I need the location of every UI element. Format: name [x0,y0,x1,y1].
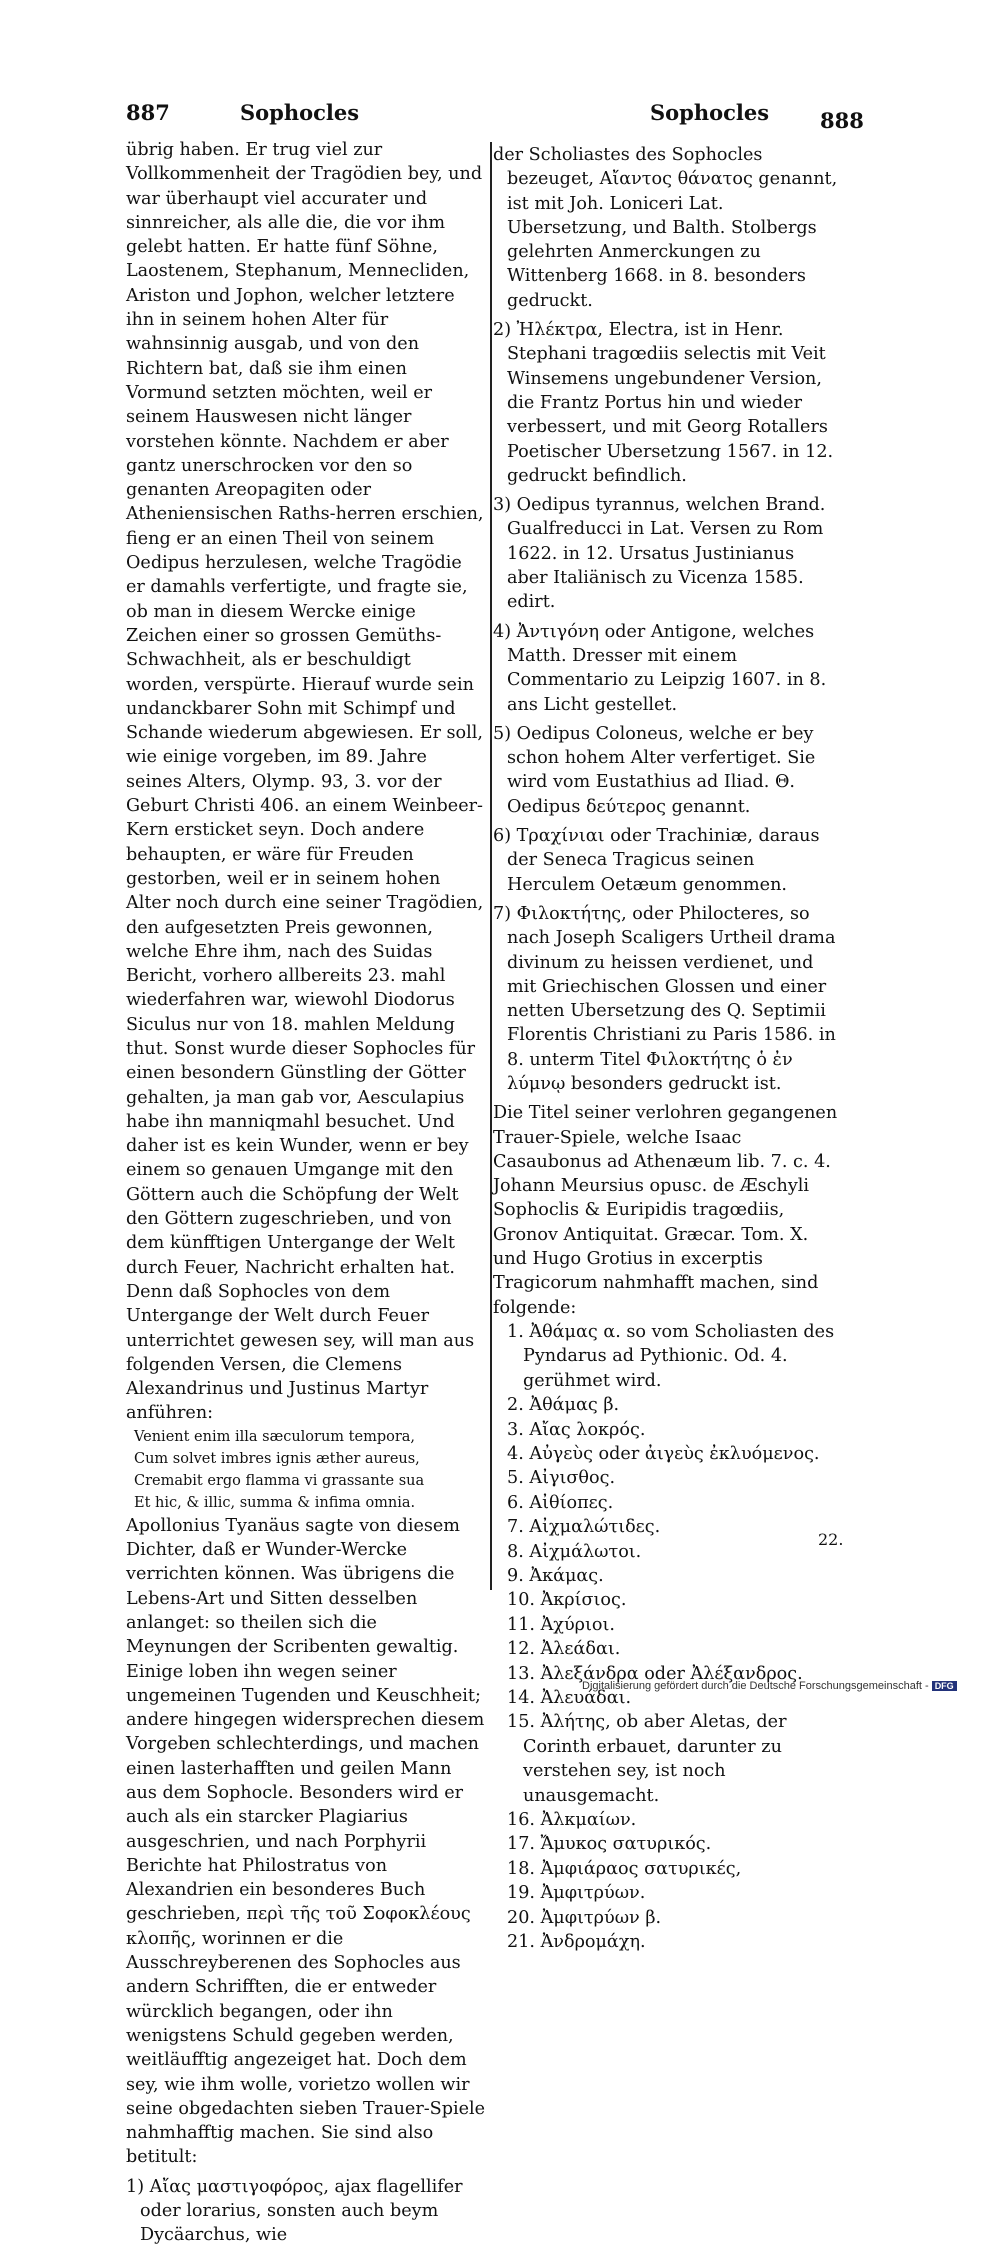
list-item: 16. Ἀλκμαίων. [507,1810,637,1831]
list-item: 13. Ἀλεξάνδρα oder Ἀλέξανδρος. [507,1663,803,1684]
list-item: 10. Ἀκρίσιος. [507,1590,627,1611]
list-item: 17. Ἄμυκος σατυρικός. [507,1834,712,1855]
page-number-left: 887 [126,100,170,125]
left-column [126,138,486,2248]
column-divider [490,142,492,1590]
tragedy-item: 1) Αἴας μαστιγοφόρος, ajax flagellifer oder lorarius, sonsten auch beym Dycäarchus, wie [126,2176,463,2246]
list-item: 7. Αἰχμαλώτιδες. [507,1517,661,1538]
list-item: 14. Ἀλευάδαι. [507,1688,632,1709]
digitization-footer [582,1680,957,1692]
lost-titles-list [493,1320,838,1955]
list-item: 4. Αὐγεὺς oder ἀιγεὺς ἐκλυόμενος. [507,1443,820,1464]
list-item: 9. Ἀκάμας. [507,1566,604,1587]
body-paragraph: Die Titel seiner verlohren gegangenen Trauer-Spiele, welche Isaac Casaubonus ad Athenæum lib. 7. c. 4. Johann Meursius opusc. de Æschyli Sophoclis & Euripidis tragœdiis, Gronov Antiquitat. Græcar. Tom. X. und Hugo Grotius in excerptis Tragicorum nahmhafft machen, sind folgende: [493,1103,838,1318]
list-item: 18. Ἀμφιάραος σατυρικές, [507,1858,742,1879]
verse-line: Cremabit ergo flamma vi grassante sua [134,1472,425,1489]
verse-line: Cum solvet imbres ignis æther aureus, [134,1450,420,1467]
list-item: 12. Ἀλεάδαι. [507,1639,621,1660]
footer-text: Digitalisierung gefördert durch die Deutsche Forschungsgemeinschaft - [582,1680,929,1692]
list-item: 21. Ἀνδρομάχη. [507,1932,646,1953]
list-item: 6. Αἰθίοπες. [507,1492,614,1513]
list-item: 2. Ἀθάμας β. [507,1395,620,1416]
tragedy-item: 6) Τραχίνιαι oder Trachiniæ, daraus der Seneca Tragicus seinen Herculem Oetæum genommen. [493,826,820,895]
list-item: 11. Ἀχύριοι. [507,1614,615,1635]
list-item: 15. Ἀλήτης, ob aber Aletas, der Corinth erbauet, darunter zu verstehen sey, ist noch unausgemacht. [507,1712,787,1806]
tragedy-item: 3) Oedipus tyrannus, welchen Brand. Gualfreducci in Lat. Versen zu Rom 1622. in 12. Ursatus Justinianus aber Italiänisch zu Vicenza 1585. edirt. [493,495,826,613]
verse-line: Et hic, & illic, summa & infima omnia. [134,1494,416,1511]
tragedy-item: 2) Ἠλέκτρα, Electra, ist in Henr. Stephani tragœdiis selectis mit Veit Winsemens ungebundener Version, die Frantz Portus hin und wieder verbessert, und mit Georg Rotallers Poetischer Ubersetzung 1567. in 12. gedruckt befindlich. [493,320,834,486]
list-item: 5. Αἰγισθος. [507,1468,616,1489]
list-item: 8. Αἰχμάλωτοι. [507,1541,642,1562]
body-paragraph: Apollonius Tyanäus sagte von diesem Dichter, daß er Wunder-Wercke verrichten können. Was übrigens die Lebens-Art und Sitten desselben anlanget: so theilen sich die Meynungen der Scribenten gewaltig. Einige loben ihn wegen seiner ungemeinen Tugenden und Keuschheit; andere hingegen widersprechen diesem Vorgeben schlechterdings, und machen einen lasterhafften und geilen Mann aus dem Sophocle. Besonders wird er auch als ein starcker Plagiarius ausgeschrien, und nach Porphyrii Berichte hat Philostratus von Alexandrien ein besonderes Buch geschrieben, περὶ τῆς τοῦ Σοφοκλέους κλοπῆς, worinnen er die Ausschreyberenen des Sophocles aus andern Schrifften, die er entweder würcklich begangen, oder ihn wenigstens Schuld gegeben werden, weitläufftig angezeiget hat. Doch dem sey, wie ihm wolle, vorietzo wollen wir seine obgedachten sieben Trauer-Spiele nahmhafftig machen. Sie sind also betitult: [126,1515,486,2168]
tragedy-item: 5) Oedipus Coloneus, welche er bey schon hohem Alter verfertiget. Sie wird vom Eustathius ad Iliad. Θ. Oedipus δεύτερος genannt. [493,723,816,817]
list-item: 3. Αἴας λοκρός. [507,1419,646,1440]
running-head-left: Sophocles [240,100,360,125]
running-head-right: Sophocles [650,100,770,125]
list-item: 20. Ἀμφιτρύων β. [507,1907,662,1928]
tragedy-item: 4) Ἀντιγόνη oder Antigone, welches Matth. Dresser mit einem Commentario zu Leipzig 1607. in 8. ans Licht gestellet. [493,621,827,715]
tragedy-item-continued: der Scholiastes des Sophocles bezeuget, Αἴαντος θάνατος genannt, ist mit Joh. Loniceri Lat. Ubersetzung, und Balth. Stolbergs gelehrten Anmerckungen zu Wittenberg 1668. in 8. besonders gedruckt. [493,145,838,311]
page-number-right: 888 [820,108,864,133]
catchword: 22. [818,1530,844,1549]
verse-line: Venient enim illa sæculorum tempora, [134,1428,416,1445]
body-paragraph: übrig haben. Er trug viel zur Vollkommenheit der Tragödien bey, und war überhaupt viel accurater und sinnreicher, als alle die, die vor ihm gelebt hatten. Er hatte fünf Söhne, Laostenem, Stephanum, Mennecliden, Ariston und Jophon, welcher letztere ihn in seinem hohen Alter für wahnsinnig ausgab, und von den Richtern bat, daß sie ihm einen Vormund setzten möchten, weil er seinem Hauswesen nicht länger vorstehen könnte. Nachdem er aber gantz unerschrocken vor den so genanten Areopagiten oder Atheniensischen Raths-herren erschien, fieng er an einen Theil von seinem Oedipus herzulesen, welche Tragödie er damahls verfertigte, und fragte sie, ob man in diesem Wercke einige Zeichen einer so grossen Gemüths-Schwachheit, als er beschuldigt worden, verspürte. Hierauf wurde sein undanckbarer Sohn mit Schimpf und Schande wiederum abgewiesen. Er soll, wie einige vorgeben, im 89. Jahre seines Alters, Olymp. 93, 3. vor der Geburt Christi 406. an einem Weinbeer-Kern ersticket seyn. Doch andere behaupten, er wäre für Freuden gestorben, weil er in seinem hohen Alter noch durch eine seiner Tragödien, den aufgesetzten Preis gewonnen, welche Ehre ihm, nach des Suidas Bericht, vorhero allbereits 23. mahl wiederfahren war, wiewohl Diodorus Siculus nur von 18. mahlen Meldung thut. Sonst wurde dieser Sophocles für einen besondern Günstling der Götter gehalten, ja man gab vor, Aesculapius habe ihn manniqmahl besuchet. Und daher ist es kein Wunder, wenn er bey einem so genauen Umgange mit den Göttern auch die Schöpfung der Welt den Göttern zugeschrieben, und von dem künfftigen Untergange der Welt durch Feuer, Nachricht erhalten hat. Denn daß Sophocles von dem Untergange der Welt durch Feuer unterrichtet gewesen sey, will man aus folgenden Versen, die Clemens Alexandrinus und Justinus Martyr anführen: [126,140,484,1424]
list-item: 19. Ἀμφιτρύων. [507,1883,646,1904]
list-item: 1. Ἀθάμας α. so vom Scholiasten des Pyndarus ad Pythionic. Od. 4. gerühmet wird. [507,1321,835,1391]
dfg-logo: DFG [932,1681,957,1691]
latin-verse [126,1426,486,1514]
tragedy-item: 7) Φιλοκτήτης, oder Philocteres, so nach Joseph Scaligers Urtheil drama divinum zu heissen verdienet, und mit Griechischen Glossen und einer netten Ubersetzung des Q. Septimii Florentis Christiani zu Paris 1586. in 8. unterm Titel Φιλοκτήτης ὁ ἐν λύμνῳ besonders gedruckt ist. [493,903,836,1094]
